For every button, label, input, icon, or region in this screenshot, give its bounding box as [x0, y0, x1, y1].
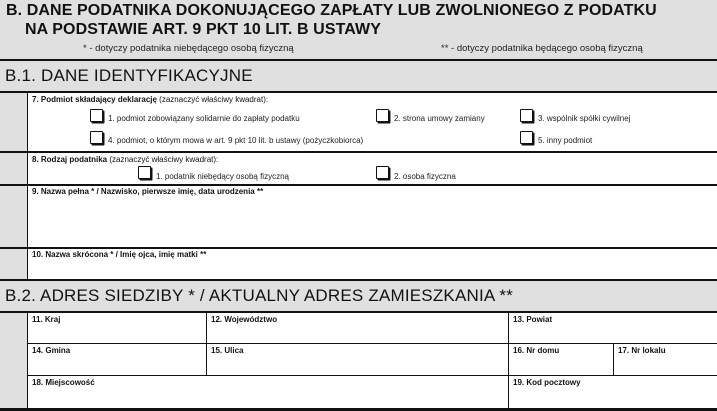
- field-18-label: 18. Miejscowość: [32, 378, 95, 387]
- option-podatnik-1-label: 1. podatnik niebędący osobą fizyczną: [156, 172, 289, 181]
- note-double-asterisk: ** - dotyczy podatnika będącego osobą fizyczną: [441, 43, 643, 54]
- checkbox-podatnik-2[interactable]: [376, 166, 389, 179]
- note-single-asterisk: * - dotyczy podatnika niebędącego osobą fizyczną: [83, 43, 294, 54]
- field-7-label-hint: (zaznaczyć właściwy kwadrat):: [156, 95, 269, 104]
- field-9-label: 9. Nazwa pełna * / Nazwisko, pierwsze imię, data urodzenia **: [32, 187, 264, 196]
- option-podmiot-5-label: 5. inny podmiot: [538, 136, 593, 145]
- option-podmiot-1-label: 1. podmiot zobowiązany solidarnie do zapłaty podatku: [108, 114, 300, 123]
- section-b1-title: B.1. DANE IDENTYFIKACYJNE: [5, 66, 253, 85]
- section-b2-title: B.2. ADRES SIEDZIBY * / AKTUALNY ADRES ZAMIESZKANIA **: [5, 286, 514, 305]
- divider: [0, 279, 717, 281]
- address-grid: [27, 313, 717, 408]
- field-13-powiat-input[interactable]: [509, 313, 717, 343]
- option-podmiot-2-label: 2. strona umowy zamiany: [394, 114, 485, 123]
- option-podmiot-3-label: 3. wspólnik spółki cywilnej: [538, 114, 631, 123]
- field-9-input[interactable]: [27, 186, 717, 247]
- field-19-label: 19. Kod pocztowy: [513, 378, 581, 387]
- field-17-nr-lokalu-input[interactable]: [614, 344, 717, 375]
- field-8-label: [32, 155, 218, 164]
- field-11-label: 11. Kraj: [32, 315, 61, 324]
- checkbox-podmiot-1[interactable]: [90, 109, 103, 122]
- field-10-label: 10. Nazwa skrócona * / Imię ojca, imię matki **: [32, 250, 207, 259]
- checkbox-podmiot-2[interactable]: [376, 109, 389, 122]
- field-12-label: 12. Województwo: [211, 315, 278, 324]
- checkbox-podmiot-4[interactable]: [90, 131, 103, 144]
- field-13-label: 13. Powiat: [513, 315, 553, 324]
- field-14-label: 14. Gmina: [32, 346, 71, 355]
- section-b-title-line2: NA PODSTAWIE ART. 9 PKT 10 LIT. B USTAWY: [25, 21, 382, 38]
- checkbox-podatnik-1[interactable]: [138, 166, 151, 179]
- field-15-label: 15. Ulica: [211, 346, 244, 355]
- field-8-label-bold: 8. Rodzaj podatnika: [32, 155, 108, 164]
- section-b-title: [6, 1, 657, 39]
- field-7-label: [32, 95, 268, 104]
- section-b-title-line1: B. DANE PODATNIKA DOKONUJĄCEGO ZAPŁATY LUB ZWOLNIONEGO Z PODATKU: [6, 2, 657, 19]
- field-17-label: 17. Nr lokalu: [618, 346, 666, 355]
- field-10-input[interactable]: [27, 249, 717, 279]
- field-7-label-bold: 7. Podmiot składający deklarację: [32, 95, 157, 104]
- field-8-box: [27, 153, 717, 184]
- field-12-wojewodztwo-input[interactable]: [207, 313, 508, 343]
- option-podatnik-2-label: 2. osoba fizyczna: [394, 172, 456, 181]
- field-16-nr-domu-input[interactable]: [509, 344, 613, 375]
- field-11-kraj-input[interactable]: [28, 313, 206, 343]
- field-14-gmina-input[interactable]: [28, 344, 206, 375]
- checkbox-podmiot-3[interactable]: [520, 109, 533, 122]
- option-podmiot-4-label: 4. podmiot, o którym mowa w art. 9 pkt 10 lit. b ustawy (pożyczkobiorca): [108, 136, 364, 145]
- field-7-box: [27, 93, 717, 151]
- field-19-kod-pocztowy-input[interactable]: [509, 376, 717, 408]
- field-16-label: 16. Nr domu: [513, 346, 560, 355]
- checkbox-podmiot-5[interactable]: [520, 131, 533, 144]
- field-8-label-hint: (zaznaczyć właściwy kwadrat):: [107, 155, 219, 164]
- divider: [0, 59, 717, 61]
- field-15-ulica-input[interactable]: [207, 344, 508, 375]
- field-18-miejscowosc-input[interactable]: [28, 376, 508, 408]
